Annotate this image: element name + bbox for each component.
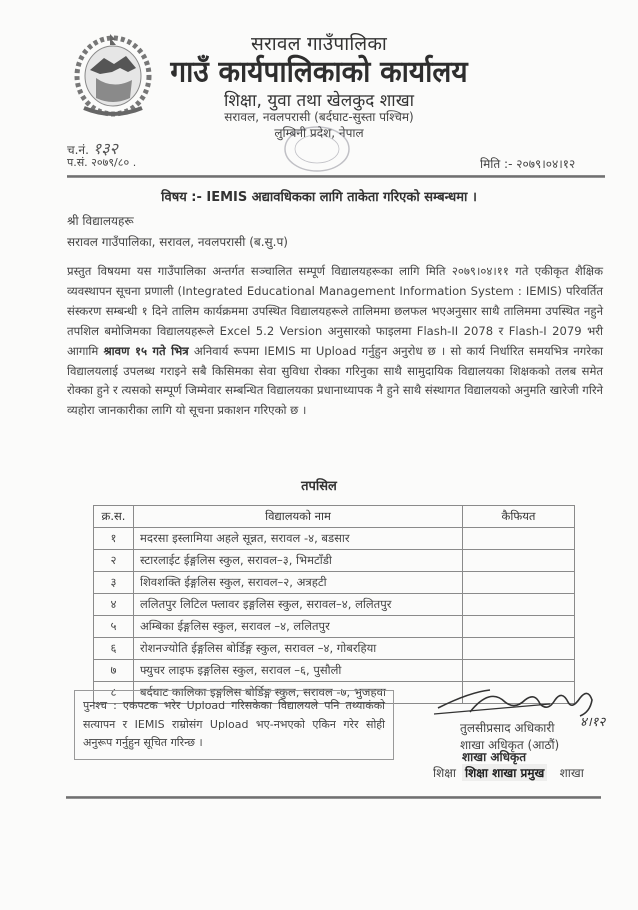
- recipient-address: सरावल गाउँपालिका, सरावल, नवलपरासी (ब.सु.प): [67, 235, 288, 249]
- table-row: [94, 572, 575, 594]
- table-title: तपसिल: [301, 479, 337, 494]
- postscript-note: पुनश्च : एकपटक भरेर Upload गरिसकेका विद्यालयले पनि तथ्याकंको सत्यापन र IEMIS राम्रोसंग Upload भए-नभएको एकिन गरेर सोही अनुरूप गर्नुहुन सूचित गरिन्छ ।: [74, 690, 394, 760]
- letter-date: मिति :- २०७९।०४।१२: [480, 157, 576, 171]
- row-school-name: फ्युचर लाइफ इङ्गलिस स्कुल, सरावल –६, पुसौली: [134, 660, 463, 682]
- deadline-text: श्रावण १५ गते भित्र: [103, 343, 189, 358]
- signatory-stamp-title: शाखा अधिकृत: [462, 750, 527, 764]
- table-row: [94, 594, 575, 616]
- letter-subject: विषय :- IEMIS अद्यावधिकका लागि ताकेता गरिएको सम्बन्धमा ।: [161, 190, 477, 205]
- row-remark: [463, 616, 575, 638]
- row-school-name: बर्दघाट कालिका इङ्गलिस बोर्डिङ्ग स्कुल, सरावल -७, भुजहवा: [134, 682, 463, 704]
- province-address: लुम्बिनी प्रदेश, नेपाल: [274, 126, 364, 140]
- row-school-name: ललितपुर लिटिल फ्लावर इङ्गलिस स्कुल, सरावल–४, ललितपुर: [134, 594, 463, 616]
- office-name: गाउँ कार्यपालिकाको कार्यालय: [170, 54, 468, 89]
- row-remark: [463, 528, 575, 550]
- section-prefix: शिक्षा: [433, 766, 456, 780]
- row-serial: ५: [94, 616, 134, 638]
- section-chief-stamp: शिक्षा शाखा प्रमुख: [462, 764, 547, 781]
- row-remark: [463, 638, 575, 660]
- header-serial: क्र.स.: [94, 506, 134, 528]
- row-serial: ३: [94, 572, 134, 594]
- section-suffix: शाखा: [559, 766, 584, 780]
- row-school-name: अम्बिका ईङ्गलिस स्कुल, सरावल –४, ललितपुर: [134, 616, 463, 638]
- fiscal-year: प.सं. २०७९/८० .: [67, 156, 137, 169]
- row-school-name: रोशनज्योति ईङ्गलिस बोर्डिङ्ग स्कुल, सरावल –४, गोबरहिया: [134, 638, 463, 660]
- table-row: [94, 616, 575, 638]
- row-remark: [463, 660, 575, 682]
- table-row: [94, 550, 575, 572]
- signature-date: ४।१२: [580, 715, 606, 730]
- row-serial: १: [94, 528, 134, 550]
- office-address: सरावल, नवलपरासी (बर्दघाट-सुस्ता पश्चिम): [224, 110, 414, 124]
- body-text-part2: अनिवार्य रूपमा IEMIS मा Upload गर्नुहुन अनुरोध छ । सो कार्य निर्धारित समयभित्र नगरेका विद्यालयलाई उपलब्ध गराइने सबै किसिमका सेवा सुविधा रोक्का गरिनुका साथै सामुदायिक विद्यालयका शिक्षकको तलब समेत रोक्का हुने र त्यसको सम्पूर्ण जिम्मेवार सम्बन्धित विद्यालयका प्रधानाध्यापक नै हुने साथै संस्थागत विद्यालयको अनुमति खारेजी गरिने व्यहोरा जानकारीका लागि यो सूचना प्रकाशन गरिएको छ ।: [67, 343, 603, 418]
- municipality-name: सरावल गाउँपालिका: [250, 33, 388, 55]
- row-remark: [463, 594, 575, 616]
- row-school-name: शिवशक्ति ईङ्गलिस स्कुल, सरावल–२, अत्रहटी: [134, 572, 463, 594]
- row-school-name: स्टारलाईट ईङ्गलिस स्कुल, सरावल–३, भिमटाँडी: [134, 550, 463, 572]
- row-remark: [463, 572, 575, 594]
- body-text-part1: प्रस्तुत विषयमा यस गाउँपालिका अन्तर्गत सञ्चालित सम्पूर्ण विद्यालयहरूका लागि मिति २०७९।०४।११ गते एकीकृत शैक्षिक व्यवस्थापन सूचना प्रणाली (Integrated Educational Management Information System : IEMIS) परिवर्तित संस्करण सम्बन्धी १ दिने तालिम कार्यक्रममा उपस्थित विद्यालयहरूले तालिममा छलफल भएअनुसार साथै तालिममा उपस्थित नहुने तपशिल बमोजिमका विद्यालयहरूले Excel 5.2 Version अनुसारको फाइलमा Flash-II 2078 र Flash-I 2079 भरी आगामि: [67, 264, 603, 358]
- branch-name: शिक्षा, युवा तथा खेलकुद शाखा: [223, 91, 415, 111]
- signatory-name: तुलसीप्रसाद अधिकारी: [460, 721, 555, 735]
- table-row: [94, 660, 575, 682]
- table-row: [94, 638, 575, 660]
- row-serial: ६: [94, 638, 134, 660]
- recipient-salutation: श्री विद्यालयहरू: [67, 214, 134, 228]
- row-serial: ७: [94, 660, 134, 682]
- schools-table: [93, 505, 575, 704]
- footer-divider: [66, 796, 601, 799]
- row-serial: ८: [94, 682, 134, 704]
- letter-body: [67, 262, 603, 421]
- header-divider: [67, 175, 605, 178]
- table-header-row: [94, 506, 575, 528]
- header-remarks: कैफियत: [463, 506, 575, 528]
- signatory-title: शाखा अधिकृत (आठौं): [460, 738, 560, 752]
- row-remark: [463, 550, 575, 572]
- office-stamp-icon: [282, 124, 352, 174]
- table-row: [94, 528, 575, 550]
- dispatch-number-value: १३२: [92, 139, 118, 158]
- row-serial: ४: [94, 594, 134, 616]
- row-serial: २: [94, 550, 134, 572]
- row-school-name: मदरसा इस्लामिया अहले सून्नत, सरावल -४, बडसार: [134, 528, 463, 550]
- dispatch-label: च.नं.: [67, 143, 89, 157]
- header-school-name: विद्यालयको नाम: [134, 506, 463, 528]
